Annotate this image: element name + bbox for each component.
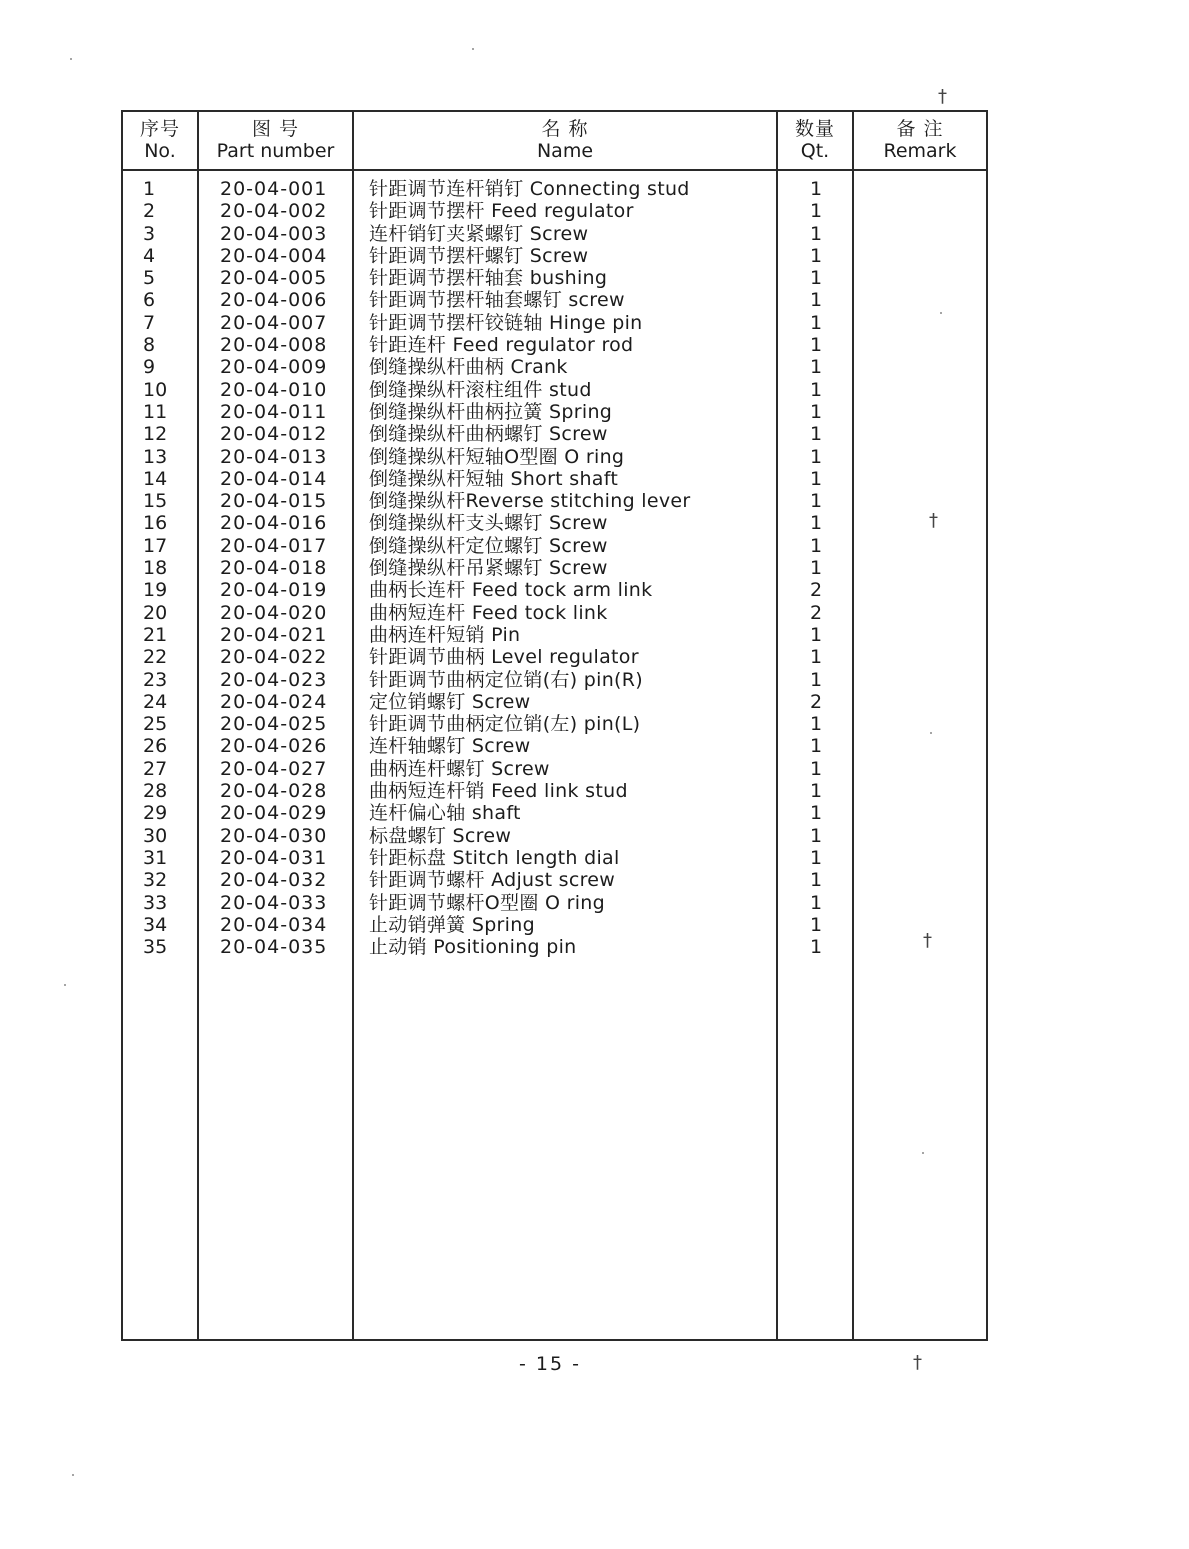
- table-row: [123, 669, 986, 691]
- table-row: [123, 356, 986, 378]
- part-number: 20-04-016: [220, 512, 328, 535]
- row-number: 29: [143, 802, 168, 825]
- part-name: 针距调节曲柄定位销(右) pin(R): [369, 668, 643, 691]
- row-number: 26: [143, 735, 168, 758]
- table-row: [123, 825, 986, 847]
- part-name: 针距连杆 Feed regulator rod: [369, 334, 634, 357]
- part-name: 标盘螺钉 Screw: [369, 824, 512, 847]
- scan-mark: †: [929, 510, 938, 531]
- scan-speck: [922, 1152, 924, 1154]
- table-row: [123, 379, 986, 401]
- scan-speck: [930, 732, 932, 734]
- row-number: 23: [143, 668, 168, 691]
- part-number: 20-04-021: [220, 623, 328, 646]
- row-number: 33: [143, 891, 168, 914]
- quantity: 1: [809, 534, 823, 557]
- quantity: 1: [809, 802, 823, 825]
- part-name: 倒缝操纵杆吊紧螺钉 Screw: [369, 557, 608, 580]
- row-number: 20: [143, 601, 168, 624]
- quantity: 1: [809, 289, 823, 312]
- row-number: 4: [143, 244, 156, 267]
- table-row: [123, 334, 986, 356]
- part-number: 20-04-026: [220, 735, 328, 758]
- row-number: 10: [143, 378, 168, 401]
- scan-speck: [472, 48, 474, 50]
- part-number: 20-04-010: [220, 378, 328, 401]
- quantity: 1: [809, 913, 823, 936]
- part-number: 20-04-005: [220, 267, 328, 290]
- parts-table: [121, 110, 988, 1341]
- header-qty-zh: 数量: [794, 118, 835, 140]
- row-number: 16: [143, 512, 168, 535]
- part-number: 20-04-004: [220, 244, 328, 267]
- part-name: 针距调节摆杆轴套螺钉 screw: [369, 289, 625, 312]
- part-number: 20-04-022: [220, 646, 328, 669]
- header-remark-en: Remark: [883, 140, 957, 162]
- header-no-zh: 序号: [139, 118, 180, 140]
- part-number: 20-04-030: [220, 824, 328, 847]
- quantity: 2: [809, 690, 823, 713]
- table-row: [123, 936, 986, 958]
- part-number: 20-04-029: [220, 802, 328, 825]
- row-number: 28: [143, 780, 168, 803]
- table-row: [123, 646, 986, 668]
- header-remark: [854, 118, 986, 162]
- part-name: 针距调节曲柄定位销(左) pin(L): [369, 713, 641, 736]
- part-name: 曲柄短连杆 Feed tock link: [369, 601, 608, 624]
- quantity: 1: [809, 557, 823, 580]
- quantity: 1: [809, 623, 823, 646]
- part-number: 20-04-025: [220, 713, 328, 736]
- part-name: 倒缝操纵杆支头螺钉 Screw: [369, 512, 608, 535]
- row-number: 35: [143, 936, 168, 959]
- quantity: 1: [809, 267, 823, 290]
- quantity: 1: [809, 891, 823, 914]
- table-row: [123, 490, 986, 512]
- part-name: 倒缝操纵杆定位螺钉 Screw: [369, 534, 608, 557]
- part-name: 针距调节摆杆铰链轴 Hinge pin: [369, 311, 643, 334]
- part-number: 20-04-024: [220, 690, 328, 713]
- row-number: 5: [143, 267, 156, 290]
- table-row: [123, 758, 986, 780]
- table-row: [123, 289, 986, 311]
- table-row: [123, 401, 986, 423]
- header-qty: [778, 118, 852, 162]
- quantity: 1: [809, 400, 823, 423]
- header-part-number: [199, 118, 352, 162]
- part-name: 连杆轴螺钉 Screw: [369, 735, 531, 758]
- page-number: - 15 -: [519, 1353, 581, 1375]
- part-name: 针距调节连杆销钉 Connecting stud: [369, 178, 690, 200]
- part-name: 曲柄连杆短销 Pin: [369, 623, 521, 646]
- part-name: 倒缝操纵杆曲柄拉簧 Spring: [369, 400, 613, 423]
- header-remark-zh: 备 注: [896, 118, 944, 140]
- table-row: [123, 602, 986, 624]
- quantity: 2: [809, 579, 823, 602]
- part-name: 曲柄长连杆 Feed tock arm link: [369, 579, 653, 602]
- part-name: 倒缝操纵杆曲柄螺钉 Screw: [369, 423, 608, 446]
- row-number: 14: [143, 467, 168, 490]
- part-number: 20-04-013: [220, 445, 328, 468]
- part-name: 曲柄连杆螺钉 Screw: [369, 757, 550, 780]
- quantity: 1: [809, 757, 823, 780]
- header-divider: [123, 169, 986, 171]
- part-name: 针距调节摆杆 Feed regulator: [369, 200, 634, 223]
- table-row: [123, 735, 986, 757]
- header-part-en: Part number: [216, 140, 335, 162]
- row-number: 13: [143, 445, 168, 468]
- row-number: 32: [143, 869, 168, 892]
- row-number: 21: [143, 623, 168, 646]
- table-row: [123, 512, 986, 534]
- header-qty-en: Qt.: [800, 140, 830, 162]
- scan-speck: [64, 984, 66, 986]
- quantity: 1: [809, 222, 823, 245]
- quantity: 1: [809, 467, 823, 490]
- part-number: 20-04-006: [220, 289, 328, 312]
- quantity: 1: [809, 846, 823, 869]
- table-row: [123, 892, 986, 914]
- table-row: [123, 847, 986, 869]
- header-no-en: No.: [144, 140, 176, 162]
- part-number: 20-04-028: [220, 780, 328, 803]
- table-row: [123, 200, 986, 222]
- table-row: [123, 780, 986, 802]
- table-body: [123, 178, 986, 958]
- header-no: [123, 118, 197, 162]
- row-number: 15: [143, 490, 168, 513]
- part-number: 20-04-011: [220, 400, 328, 423]
- scan-mark: †: [913, 1352, 922, 1373]
- part-number: 20-04-027: [220, 757, 328, 780]
- quantity: 1: [809, 423, 823, 446]
- table-row: [123, 579, 986, 601]
- part-number: 20-04-032: [220, 869, 328, 892]
- part-name: 止动销 Positioning pin: [369, 936, 577, 959]
- quantity: 1: [809, 869, 823, 892]
- part-number: 20-04-002: [220, 200, 328, 223]
- row-number: 7: [143, 311, 156, 334]
- row-number: 9: [143, 356, 156, 379]
- quantity: 2: [809, 601, 823, 624]
- table-row: [123, 468, 986, 490]
- quantity: 1: [809, 445, 823, 468]
- header-name-en: Name: [536, 140, 594, 162]
- part-name: 定位销螺钉 Screw: [369, 690, 531, 713]
- part-number: 20-04-009: [220, 356, 328, 379]
- quantity: 1: [809, 356, 823, 379]
- part-name: 针距调节螺杆 Adjust screw: [369, 869, 616, 892]
- row-number: 19: [143, 579, 168, 602]
- row-number: 3: [143, 222, 156, 245]
- table-row: [123, 267, 986, 289]
- table-row: [123, 423, 986, 445]
- quantity: 1: [809, 334, 823, 357]
- table-row: [123, 914, 986, 936]
- part-name: 连杆偏心轴 shaft: [369, 802, 521, 825]
- part-number: 20-04-012: [220, 423, 328, 446]
- header-name-zh: 名 称: [541, 118, 589, 140]
- part-name: 针距标盘 Stitch length dial: [369, 846, 620, 869]
- row-number: 22: [143, 646, 168, 669]
- part-number: 20-04-014: [220, 467, 328, 490]
- row-number: 34: [143, 913, 168, 936]
- part-number: 20-04-007: [220, 311, 328, 334]
- part-number: 20-04-003: [220, 222, 328, 245]
- part-name: 连杆销钉夹紧螺钉 Screw: [369, 222, 589, 245]
- scan-speck: [940, 312, 942, 314]
- table-row: [123, 446, 986, 468]
- table-row: [123, 713, 986, 735]
- table-row: [123, 245, 986, 267]
- quantity: 1: [809, 780, 823, 803]
- row-number: 8: [143, 334, 156, 357]
- part-number: 20-04-015: [220, 490, 328, 513]
- quantity: 1: [809, 200, 823, 223]
- part-name: 止动销弹簧 Spring: [369, 913, 535, 936]
- row-number: 17: [143, 534, 168, 557]
- table-row: [123, 624, 986, 646]
- part-number: 20-04-034: [220, 913, 328, 936]
- part-number: 20-04-017: [220, 534, 328, 557]
- part-number: 20-04-020: [220, 601, 328, 624]
- scan-mark: †: [923, 930, 932, 951]
- table-row: [123, 557, 986, 579]
- table-row: [123, 312, 986, 334]
- scan-speck: [72, 1474, 74, 1476]
- part-name: 倒缝操纵杆短轴O型圈 O ring: [369, 445, 625, 468]
- row-number: 31: [143, 846, 168, 869]
- quantity: 1: [809, 311, 823, 334]
- row-number: 2: [143, 200, 156, 223]
- row-number: 30: [143, 824, 168, 847]
- scan-speck: [70, 58, 72, 60]
- part-name: 倒缝操纵杆曲柄 Crank: [369, 356, 568, 379]
- table-row: [123, 178, 986, 200]
- header-part-zh: 图 号: [251, 118, 300, 140]
- part-name: 倒缝操纵杆短轴 Short shaft: [369, 467, 619, 490]
- quantity: 1: [809, 178, 823, 200]
- quantity: 1: [809, 646, 823, 669]
- row-number: 11: [143, 400, 168, 423]
- quantity: 1: [809, 936, 823, 959]
- quantity: 1: [809, 378, 823, 401]
- part-number: 20-04-018: [220, 557, 328, 580]
- part-number: 20-04-031: [220, 846, 328, 869]
- part-number: 20-04-008: [220, 334, 328, 357]
- row-number: 24: [143, 690, 168, 713]
- scan-mark: †: [938, 86, 947, 107]
- part-number: 20-04-019: [220, 579, 328, 602]
- quantity: 1: [809, 512, 823, 535]
- quantity: 1: [809, 668, 823, 691]
- row-number: 6: [143, 289, 156, 312]
- row-number: 27: [143, 757, 168, 780]
- table-row: [123, 802, 986, 824]
- table-row: [123, 223, 986, 245]
- quantity: 1: [809, 244, 823, 267]
- row-number: 18: [143, 557, 168, 580]
- part-name: 针距调节曲柄 Level regulator: [369, 646, 639, 669]
- table-row: [123, 691, 986, 713]
- part-name: 倒缝操纵杆滚柱组件 stud: [369, 378, 592, 401]
- part-name: 倒缝操纵杆Reverse stitching lever: [369, 490, 691, 513]
- quantity: 1: [809, 713, 823, 736]
- row-number: 1: [143, 178, 156, 200]
- quantity: 1: [809, 490, 823, 513]
- part-number: 20-04-035: [220, 936, 328, 959]
- header-name: [354, 118, 776, 162]
- part-number: 20-04-023: [220, 668, 328, 691]
- table-row: [123, 535, 986, 557]
- table-row: [123, 869, 986, 891]
- part-name: 针距调节摆杆螺钉 Screw: [369, 244, 589, 267]
- part-number: 20-04-001: [220, 178, 328, 200]
- part-number: 20-04-033: [220, 891, 328, 914]
- row-number: 25: [143, 713, 168, 736]
- part-name: 曲柄短连杆销 Feed link stud: [369, 780, 628, 803]
- part-name: 针距调节螺杆O型圈 O ring: [369, 891, 605, 914]
- row-number: 12: [143, 423, 168, 446]
- quantity: 1: [809, 735, 823, 758]
- part-name: 针距调节摆杆轴套 bushing: [369, 267, 608, 290]
- quantity: 1: [809, 824, 823, 847]
